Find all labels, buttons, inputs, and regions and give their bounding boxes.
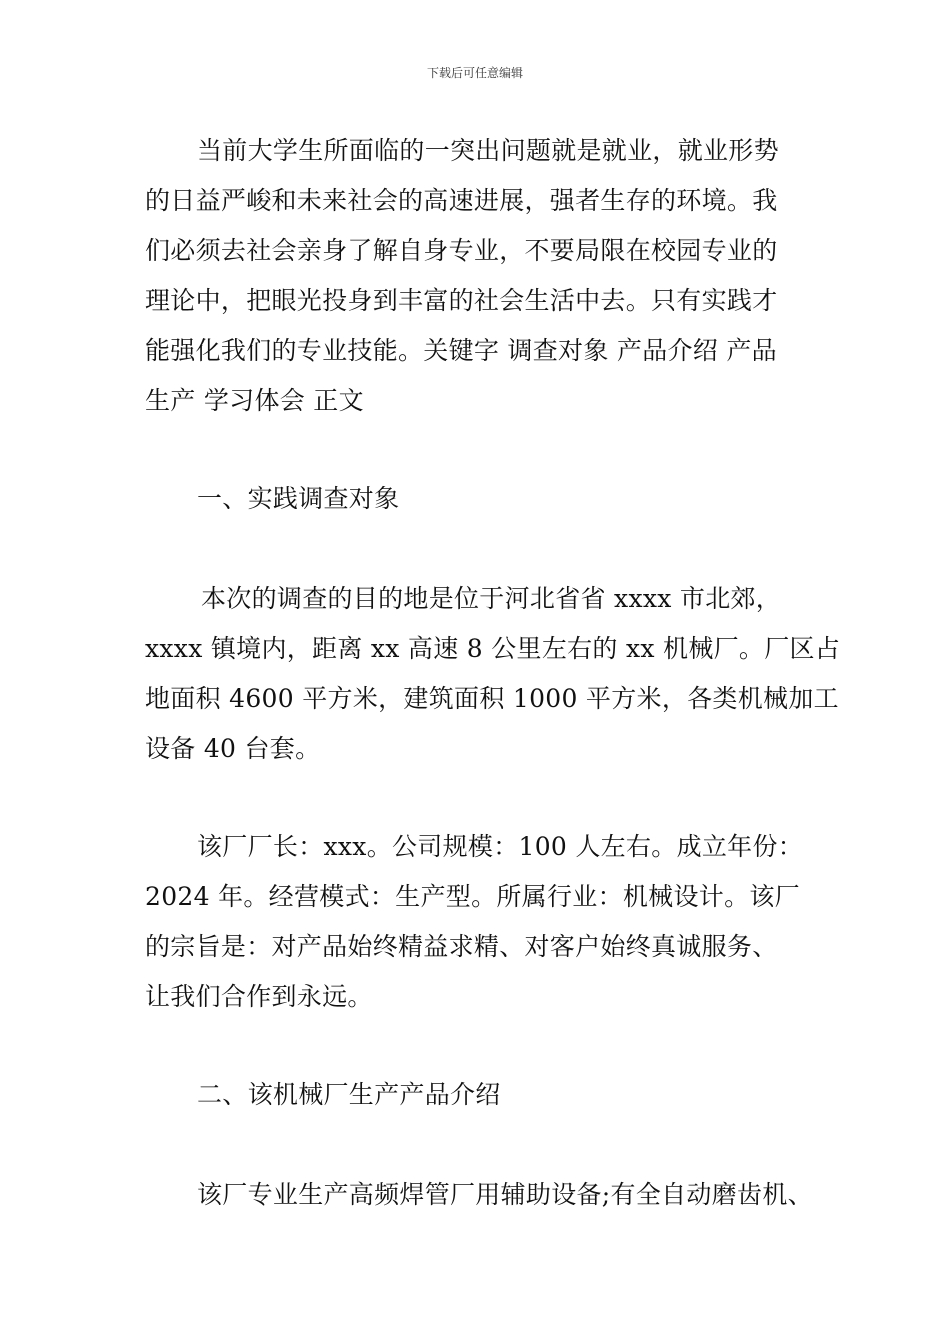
text-line: 地面积 4600 平方米，建筑面积 1000 平方米，各类机械加工	[145, 684, 839, 713]
heading-text: 一、实践调查对象	[197, 484, 400, 513]
text-line: 本次的调查的目的地是位于河北省省 xxxx 市北郊，	[201, 584, 782, 613]
text-line: 该厂厂长：xxx。公司规模：100 人左右。成立年份：	[197, 832, 804, 861]
text-line: 生产 学习体会 正文	[145, 386, 364, 415]
section-heading-2	[145, 1070, 810, 1120]
text-line: 当前大学生所面临的一突出问题就是就业，就业形势	[197, 136, 779, 165]
text-line: xxxx 镇境内，距离 xx 高速 8 公里左右的 xx 机械厂。厂区占	[145, 634, 841, 663]
text-line: 设备 40 台套。	[145, 734, 321, 763]
product-paragraph	[145, 1170, 813, 1220]
heading-text: 二、该机械厂生产产品介绍	[197, 1080, 501, 1109]
text-line: 的日益严峻和未来社会的高速进展，强者生存的环境。我	[145, 186, 778, 215]
page-header: 下载后可任意编辑	[426, 66, 523, 80]
intro-paragraph	[145, 126, 810, 426]
text-line: 2024 年。经营模式：生产型。所属行业：机械设计。该厂	[145, 882, 800, 911]
text-line: 让我们合作到永远。	[145, 982, 373, 1011]
text-line: 的宗旨是：对产品始终精益求精、对客户始终真诚服务、	[145, 932, 778, 961]
section-heading-1	[145, 474, 810, 524]
text-line: 理论中，把眼光投身到丰富的社会生活中去。只有实践才	[145, 286, 778, 315]
text-line: 该厂专业生产高频焊管厂用辅助设备;有全自动磨齿机、	[197, 1180, 813, 1209]
factory-info-paragraph	[145, 822, 810, 1022]
survey-target-paragraph	[145, 574, 841, 774]
text-line: 能强化我们的专业技能。关键字 调查对象 产品介绍 产品	[145, 336, 777, 365]
text-line: 们必须去社会亲身了解自身专业，不要局限在校园专业的	[145, 236, 778, 265]
